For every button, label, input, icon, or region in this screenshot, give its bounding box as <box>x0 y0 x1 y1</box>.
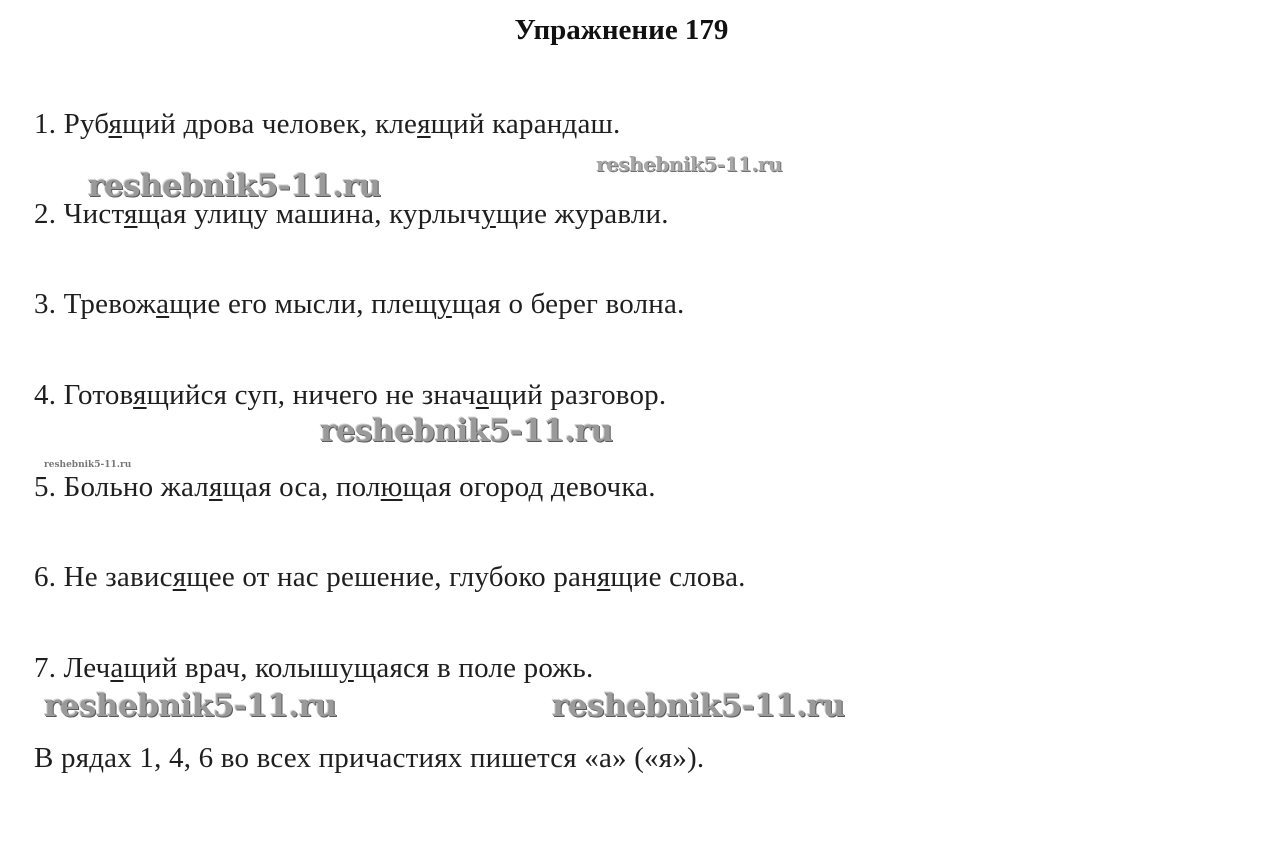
text-fragment: щий врач, колыш <box>123 652 340 684</box>
text-fragment: щее от нас решение, глубоко ран <box>186 561 597 593</box>
conclusion-text: В рядах 1, 4, 6 во всех причастиях пишется «а» («я»). <box>34 742 705 774</box>
watermark: reshebnik5-11.ru <box>552 688 845 724</box>
line-number: 6. <box>34 561 57 593</box>
text-fragment: Больно жал <box>63 471 209 503</box>
text-fragment: щий карандаш. <box>430 108 621 140</box>
answer-line-3 <box>34 288 685 321</box>
underlined-letter: ю <box>380 471 403 503</box>
exercise-title: Упражнение 179 <box>514 14 729 46</box>
text-fragment: щая оса, пол <box>222 471 381 503</box>
underlined-letter: я <box>596 561 611 593</box>
underlined-letter: а <box>156 288 170 320</box>
answer-line-7 <box>34 652 593 685</box>
text-fragment: щие его мысли, плещ <box>169 288 438 320</box>
text-fragment: Готов <box>63 379 134 411</box>
watermark: reshebnik5-11.ru <box>44 460 132 470</box>
underlined-letter: я <box>172 561 187 593</box>
answer-line-5 <box>34 471 656 504</box>
line-number: 4. <box>34 379 57 411</box>
text-fragment: Леч <box>63 652 111 684</box>
underlined-letter: а <box>110 652 124 684</box>
underlined-letter: у <box>339 652 354 684</box>
underlined-letter: я <box>123 198 138 230</box>
line-number: 3. <box>34 288 57 320</box>
watermark: reshebnik5-11.ru <box>88 168 381 204</box>
underlined-letter: а <box>475 379 489 411</box>
underlined-letter: у <box>481 198 496 230</box>
watermark: reshebnik5-11.ru <box>44 688 337 724</box>
text-fragment: щийся суп, ничего не знач <box>146 379 476 411</box>
text-fragment: щий дрова человек, кле <box>122 108 418 140</box>
answer-line-6 <box>34 561 746 594</box>
text-fragment: Тревож <box>63 288 157 320</box>
text-fragment: Руб <box>63 108 109 140</box>
text-fragment: щая о берег волна. <box>451 288 685 320</box>
underlined-letter: я <box>108 108 123 140</box>
underlined-letter: я <box>208 471 223 503</box>
underlined-letter: я <box>417 108 431 140</box>
watermark: reshebnik5-11.ru <box>320 413 613 449</box>
line-number: 2. <box>34 198 57 230</box>
text-fragment: Чист <box>63 198 124 230</box>
text-fragment: щая улицу машина, курлыч <box>137 198 482 230</box>
text-fragment: щие журавли. <box>495 198 669 230</box>
line-number: 1. <box>34 108 57 140</box>
text-fragment: Не завис <box>63 561 173 593</box>
line-number: 7. <box>34 652 57 684</box>
text-fragment: щие слова. <box>610 561 746 593</box>
text-fragment: щаяся в поле рожь. <box>353 652 594 684</box>
underlined-letter: у <box>437 288 452 320</box>
text-fragment: щий разговор. <box>488 379 667 411</box>
answer-line-4 <box>34 379 666 412</box>
line-number: 5. <box>34 471 57 503</box>
underlined-letter: я <box>133 379 147 411</box>
answer-line-1 <box>34 108 621 141</box>
text-fragment: щая огород девочка. <box>402 471 656 503</box>
watermark: reshebnik5-11.ru <box>596 152 782 176</box>
